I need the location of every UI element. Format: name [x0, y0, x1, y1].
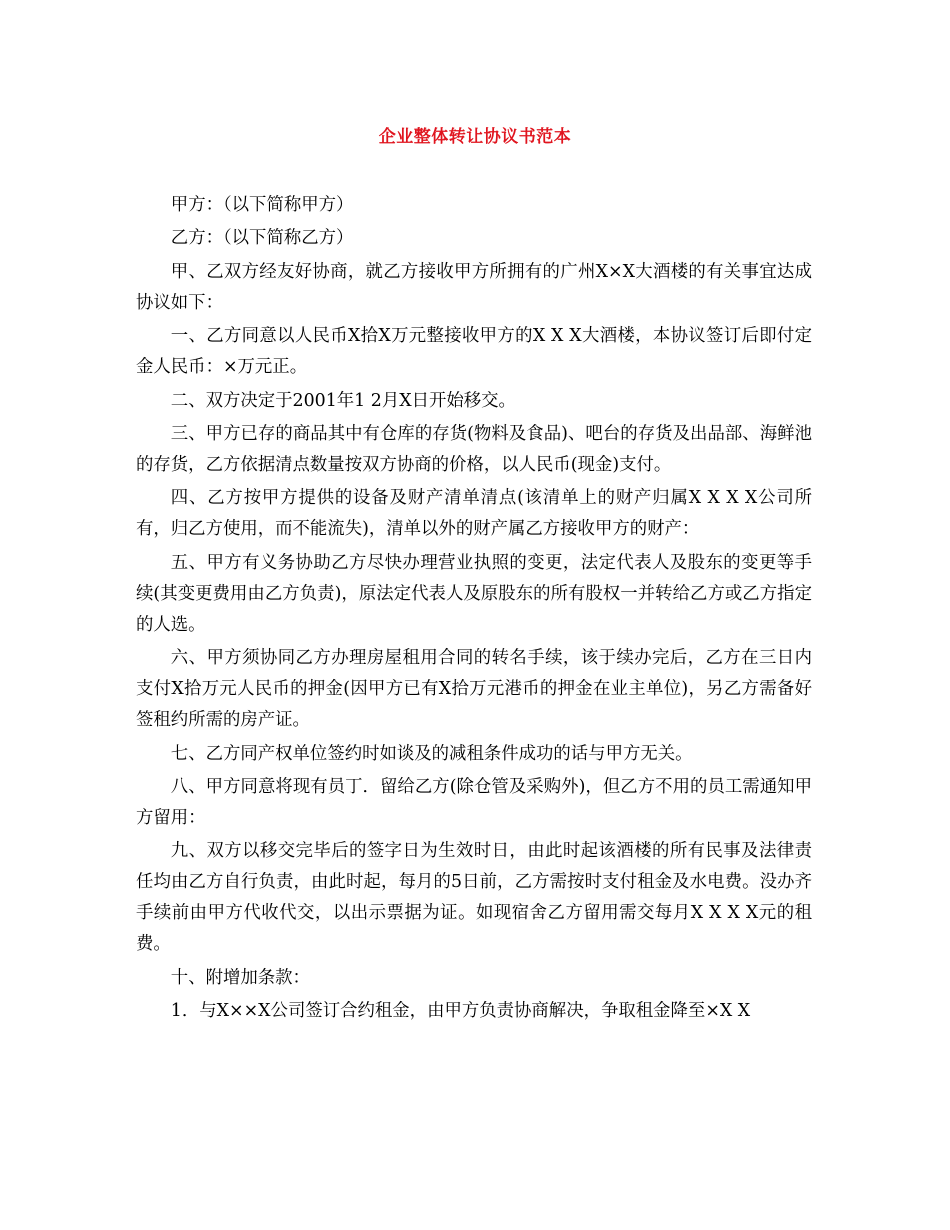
party-b-line: 乙方：（以下简称乙方） — [170, 228, 354, 249]
preamble-paragraph: 甲、乙双方经友好协商，就乙方接收甲方所拥有的广州X×X大酒楼的有关事宜达成协议如下： — [136, 261, 812, 313]
additional-clause-1: 1．与X××X公司签订合约租金，由甲方负责协商解决，争取租金降至×X X — [170, 1001, 751, 1022]
clause-8: 八、甲方同意将现有员丁．留给乙方(除仓管及采购外)，但乙方不用的员工需通知甲方留用： — [136, 776, 812, 828]
document-body — [136, 190, 812, 1029]
document-title: 企业整体转让协议书范本 — [378, 127, 572, 147]
clause-3: 三、甲方已存的商品其中有仓库的存货(物料及食品)、吧台的存货及出品部、海鲜池的存货，乙方依据清点数量按双方协商的价格，以人民币(现金)支付。 — [136, 423, 812, 475]
clause-9: 九、双方以移交完毕后的签字日为生效时日，由此时起该酒楼的所有民事及法律责任均由乙方自行负责，由此时起，每月的5日前，乙方需按时支付租金及水电费。没办齐手续前由甲方代收代交，以出示票据为证。如现宿舍乙方留用需交每月X X X X元的租费。 — [136, 841, 812, 955]
clause-4: 四、乙方按甲方提供的设备及财产清单清点(该清单上的财产归属X X X X公司所有，归乙方使用，而不能流失)，清单以外的财产属乙方接收甲方的财产： — [136, 488, 812, 540]
clause-1: 一、乙方同意以人民币X拾X万元整接收甲方的X X X大酒楼，本协议签订后即付定金人民币：×万元正。 — [136, 326, 812, 378]
clause-10: 十、附增加条款： — [170, 967, 310, 988]
clause-6: 六、甲方须协同乙方办理房屋租用合同的转名手续，该于续办完后，乙方在三日内支付X拾万元人民币的押金(因甲方已有X拾万元港币的押金在业主单位)，另乙方需备好签租约所需的房产证。 — [136, 648, 812, 731]
party-a-line: 甲方：（以下简称甲方） — [170, 195, 354, 215]
clause-7: 七、乙方同产权单位签约时如谈及的减租条件成功的话与甲方无关。 — [170, 743, 693, 764]
clause-2: 二、双方决定于2001年1 2月X日开始移交。 — [170, 390, 516, 411]
clause-5: 五、甲方有义务协助乙方尽快办理营业执照的变更，法定代表人及股东的变更等手续(其变更费用由乙方负责)，原法定代表人及原股东的所有股权一并转给乙方或乙方指定的人选。 — [136, 552, 812, 635]
